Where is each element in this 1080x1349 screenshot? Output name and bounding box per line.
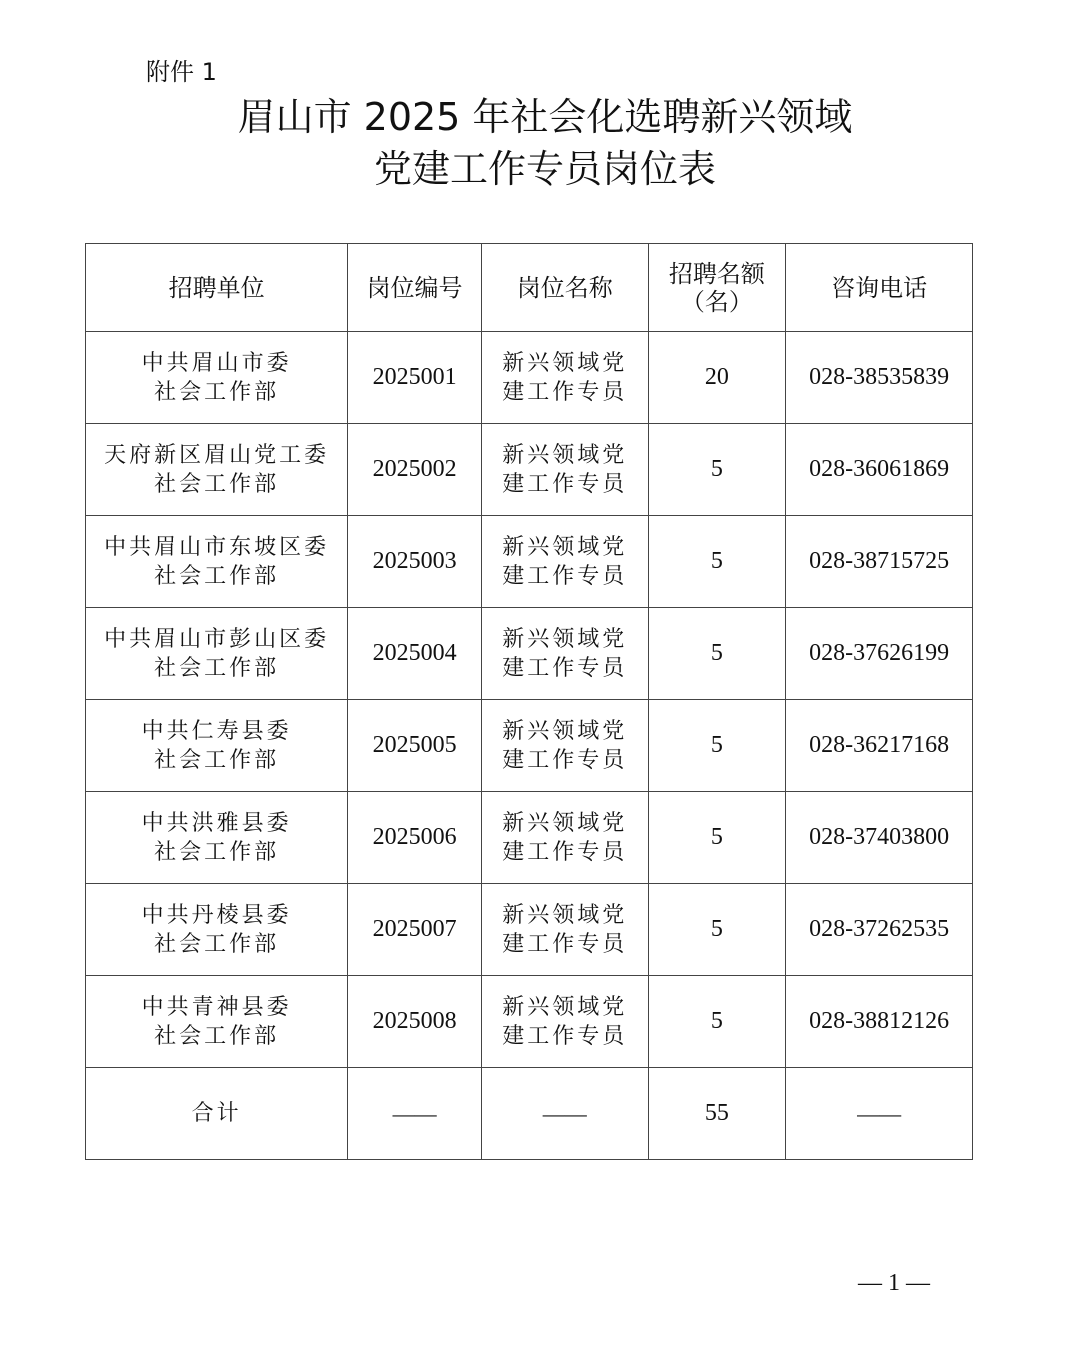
- cell-code: 2025001: [348, 332, 482, 424]
- position-name-line1: 新兴领域党: [502, 350, 628, 376]
- total-name: ——: [481, 1068, 648, 1160]
- cell-code: 2025004: [348, 608, 482, 700]
- total-label: 合计: [86, 1068, 348, 1160]
- unit-line2: 社会工作部: [154, 839, 280, 865]
- cell-quota: 5: [648, 608, 786, 700]
- cell-position-name: [481, 976, 648, 1068]
- positions-table: [85, 243, 973, 1160]
- table-row: [86, 424, 973, 516]
- cell-unit: [86, 976, 348, 1068]
- header-code: 岗位编号: [348, 244, 482, 332]
- position-name-line1: 新兴领域党: [502, 718, 628, 744]
- position-name-line2: 建工作专员: [502, 839, 628, 865]
- position-name-line1: 新兴领域党: [502, 442, 628, 468]
- cell-unit: [86, 332, 348, 424]
- total-code: ——: [348, 1068, 482, 1160]
- unit-line1: 中共眉山市委: [141, 350, 292, 376]
- unit-line1: 中共眉山市东坡区委: [104, 534, 330, 560]
- cell-position-name: [481, 516, 648, 608]
- total-phone: ——: [786, 1068, 973, 1160]
- cell-quota: 20: [648, 332, 786, 424]
- position-name-line2: 建工作专员: [502, 1023, 628, 1049]
- cell-position-name: [481, 884, 648, 976]
- cell-phone: 028-37626199: [786, 608, 973, 700]
- cell-position-name: [481, 424, 648, 516]
- cell-quota: 5: [648, 976, 786, 1068]
- cell-phone: 028-38812126: [786, 976, 973, 1068]
- cell-phone: 028-38715725: [786, 516, 973, 608]
- position-name-line2: 建工作专员: [502, 747, 628, 773]
- cell-quota: 5: [648, 884, 786, 976]
- position-name-line1: 新兴领域党: [502, 810, 628, 836]
- position-name-line2: 建工作专员: [502, 379, 628, 405]
- unit-line2: 社会工作部: [154, 747, 280, 773]
- cell-code: 2025002: [348, 424, 482, 516]
- position-name-line2: 建工作专员: [502, 471, 628, 497]
- cell-phone: 028-38535839: [786, 332, 973, 424]
- header-quota-line1: 招聘名额: [668, 259, 765, 288]
- cell-quota: 5: [648, 424, 786, 516]
- unit-line1: 中共仁寿县委: [141, 718, 292, 744]
- cell-unit: [86, 608, 348, 700]
- document-title-line2: 党建工作专员岗位表: [373, 147, 716, 191]
- unit-line2: 社会工作部: [154, 931, 280, 957]
- table-header-row: [86, 244, 973, 332]
- unit-line2: 社会工作部: [154, 655, 280, 681]
- cell-quota: 5: [648, 792, 786, 884]
- position-name-line1: 新兴领域党: [502, 534, 628, 560]
- table-row: [86, 332, 973, 424]
- cell-phone: 028-37262535: [786, 884, 973, 976]
- table-row: [86, 792, 973, 884]
- unit-line1: 中共洪雅县委: [141, 810, 292, 836]
- position-name-line1: 新兴领域党: [502, 626, 628, 652]
- cell-phone: 028-36217168: [786, 700, 973, 792]
- unit-line1: 中共青神县委: [141, 994, 292, 1020]
- cell-position-name: [481, 700, 648, 792]
- page-number: — 1 —: [858, 1270, 930, 1296]
- unit-line2: 社会工作部: [154, 379, 280, 405]
- header-quota: [648, 244, 786, 332]
- total-quota: 55: [648, 1068, 786, 1160]
- cell-unit: [86, 792, 348, 884]
- header-unit: 招聘单位: [86, 244, 348, 332]
- cell-position-name: [481, 608, 648, 700]
- cell-position-name: [481, 792, 648, 884]
- cell-unit: [86, 700, 348, 792]
- attachment-label: 附件 1: [146, 58, 217, 86]
- position-name-line1: 新兴领域党: [502, 902, 628, 928]
- unit-line1: 中共眉山市彭山区委: [104, 626, 330, 652]
- cell-position-name: [481, 332, 648, 424]
- header-phone: 咨询电话: [786, 244, 973, 332]
- position-name-line2: 建工作专员: [502, 563, 628, 589]
- cell-unit: [86, 424, 348, 516]
- header-quota-line2: （名）: [680, 287, 753, 316]
- table-row: [86, 516, 973, 608]
- cell-code: 2025005: [348, 700, 482, 792]
- header-name: 岗位名称: [481, 244, 648, 332]
- cell-code: 2025008: [348, 976, 482, 1068]
- cell-code: 2025003: [348, 516, 482, 608]
- cell-quota: 5: [648, 516, 786, 608]
- cell-quota: 5: [648, 700, 786, 792]
- unit-line2: 社会工作部: [154, 1023, 280, 1049]
- cell-unit: [86, 884, 348, 976]
- table-row: [86, 884, 973, 976]
- table-row: [86, 700, 973, 792]
- unit-line2: 社会工作部: [154, 563, 280, 589]
- cell-code: 2025006: [348, 792, 482, 884]
- table-row: [86, 976, 973, 1068]
- cell-phone: 028-37403800: [786, 792, 973, 884]
- total-row: [86, 1068, 973, 1160]
- document-title-line1: 眉山市 2025 年社会化选聘新兴领域: [237, 95, 853, 139]
- unit-line2: 社会工作部: [154, 471, 280, 497]
- cell-phone: 028-36061869: [786, 424, 973, 516]
- table-row: [86, 608, 973, 700]
- position-name-line2: 建工作专员: [502, 655, 628, 681]
- unit-line1: 天府新区眉山党工委: [104, 442, 330, 468]
- position-name-line1: 新兴领域党: [502, 994, 628, 1020]
- cell-code: 2025007: [348, 884, 482, 976]
- position-name-line2: 建工作专员: [502, 931, 628, 957]
- cell-unit: [86, 516, 348, 608]
- unit-line1: 中共丹棱县委: [141, 902, 292, 928]
